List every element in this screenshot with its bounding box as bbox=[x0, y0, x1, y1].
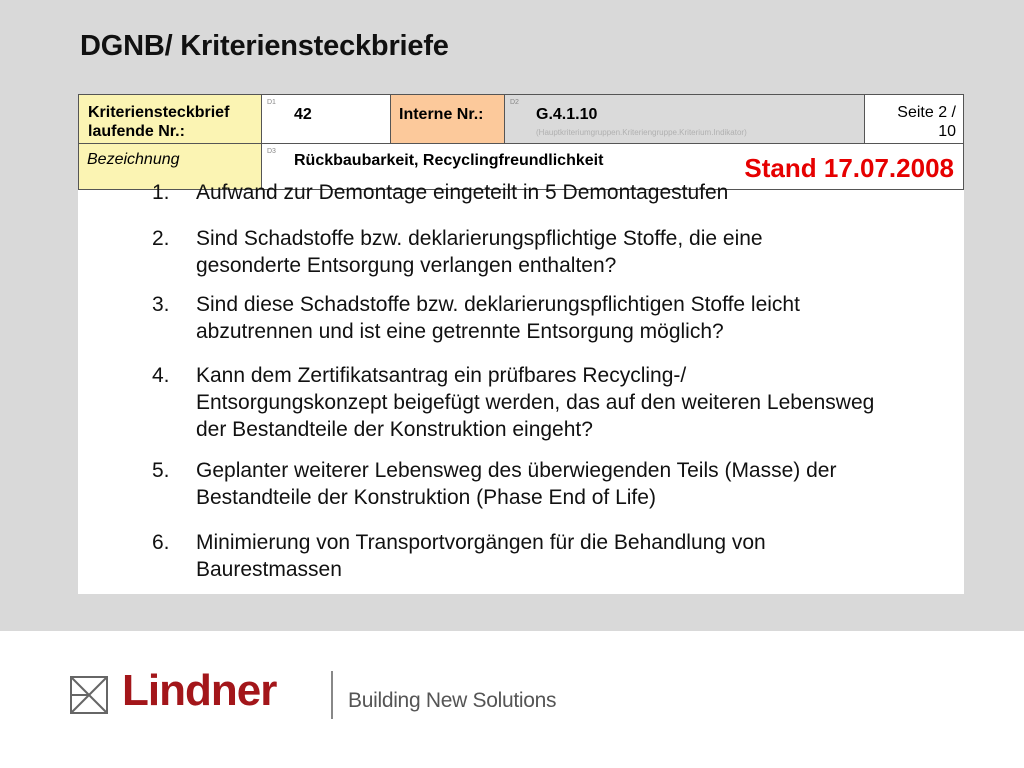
date-stamp: Stand 17.07.2008 bbox=[744, 153, 954, 183]
running-no-label: Kriteriensteckbrief laufende Nr.: bbox=[88, 104, 230, 140]
designation-label: Bezeichnung bbox=[87, 151, 180, 168]
criteria-number: 42 bbox=[294, 106, 312, 123]
slide-title: DGNB/ Kriteriensteckbriefe bbox=[80, 30, 449, 62]
logo-divider bbox=[331, 671, 333, 719]
item-number: 2. bbox=[152, 227, 170, 250]
label-cell-running-no bbox=[78, 94, 262, 144]
number-cell bbox=[261, 94, 391, 144]
internal-no-cell bbox=[504, 94, 865, 144]
item-text: Sind diese Schadstoffe bzw. deklarierungspflichtigen Stoffe leicht abzutrennen und ist eine getrennte Entsorgung möglich? bbox=[196, 293, 800, 343]
label-cell-internal-no bbox=[390, 94, 505, 144]
internal-no-subtitle: (Hauptkriteriumgruppen.Kriteriengruppe.Kriterium.Indikator) bbox=[536, 128, 747, 137]
page-cell bbox=[864, 94, 964, 144]
lindner-mark-icon bbox=[70, 676, 108, 714]
item-text: Kann dem Zertifikatsantrag ein prüfbares Recycling-/ Entsorgungskonzept beigefügt werden, das auf den weiteren Lebensweg der Bestandteile der Konstruktion eingeht? bbox=[196, 364, 875, 441]
internal-no-label: Interne Nr.: bbox=[399, 106, 484, 123]
item-number: 3. bbox=[152, 293, 170, 316]
code-d2: D2 bbox=[510, 99, 519, 106]
code-d1: D1 bbox=[267, 99, 276, 106]
item-text: Sind Schadstoffe bzw. deklarierungspflichtige Stoffe, die eine gesonderte Entsorgung verlangen enthalten? bbox=[196, 227, 763, 277]
item-number: 5. bbox=[152, 459, 170, 482]
page-indicator: Seite 2 / 10 bbox=[897, 104, 956, 140]
brand-name: Lindner bbox=[122, 666, 277, 715]
item-text: Minimierung von Transportvorgängen für die Behandlung von Baurestmassen bbox=[196, 531, 766, 581]
footer bbox=[0, 631, 1024, 768]
item-text: Geplanter weiterer Lebensweg des überwiegenden Teils (Masse) der Bestandteile der Konstruktion (Phase End of Life) bbox=[196, 459, 837, 509]
item-number: 4. bbox=[152, 364, 170, 387]
designation-value: Rückbaubarkeit, Recyclingfreundlichkeit bbox=[294, 152, 604, 169]
internal-no-value: G.4.1.10 bbox=[536, 106, 598, 123]
item-text: Aufwand zur Demontage eingeteilt in 5 Demontagestufen bbox=[196, 181, 729, 204]
brand-tagline: Building New Solutions bbox=[348, 689, 557, 712]
criteria-sheet-image bbox=[78, 94, 964, 594]
item-number: 1. bbox=[152, 181, 170, 204]
item-number: 6. bbox=[152, 531, 170, 554]
criteria-list bbox=[78, 181, 964, 594]
code-d3: D3 bbox=[267, 148, 276, 155]
